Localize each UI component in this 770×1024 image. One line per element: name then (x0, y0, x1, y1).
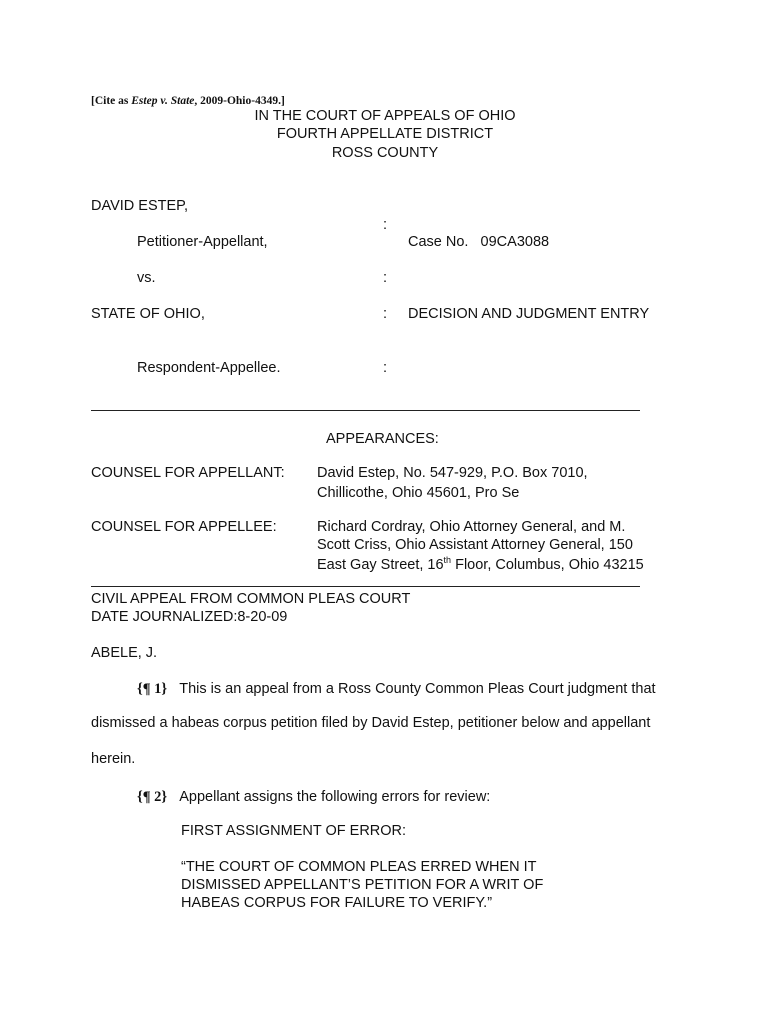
appellant-counsel-label: COUNSEL FOR APPELLANT: (91, 465, 285, 481)
appellate-district: FOURTH APPELLATE DISTRICT (276, 126, 494, 142)
paragraph-1-text: This is an appeal from a Ross County Common Pleas Court judgment that (179, 681, 656, 697)
appellee-counsel-line3 (317, 555, 644, 573)
date-journalized: DATE JOURNALIZED:8-20-09 (91, 609, 288, 625)
paragraph-2-mark: {¶ 2} (137, 789, 168, 805)
appellee-counsel-line1: Richard Cordray, Ohio Attorney General, and M. (317, 519, 626, 535)
judge-name: ABELE, J. (91, 645, 158, 661)
appellee-counsel-label: COUNSEL FOR APPELLEE: (91, 519, 277, 535)
paragraph-1-line3: herein. (91, 751, 136, 767)
county: ROSS COUNTY (331, 145, 439, 161)
citation-suffix: , 2009-Ohio-4349.] (194, 95, 285, 107)
citation-case-name: Estep v. State (131, 95, 195, 107)
ordinal-suffix: th (443, 555, 452, 565)
caption-colon-3: : (383, 306, 388, 322)
appellee-counsel-line2: Scott Criss, Ohio Assistant Attorney General, 150 (317, 537, 633, 553)
assignment-heading: FIRST ASSIGNMENT OF ERROR: (181, 823, 407, 839)
court-name: IN THE COURT OF APPEALS OF OHIO (254, 108, 516, 124)
petitioner-name: DAVID ESTEP, (91, 198, 188, 214)
citation (91, 95, 285, 107)
versus: vs. (137, 270, 156, 286)
paragraph-1-line2: dismissed a habeas corpus petition filed by David Estep, petitioner below and appellant (91, 715, 651, 731)
citation-prefix: [Cite as (91, 95, 132, 107)
divider-top (91, 410, 640, 411)
case-number: 09CA3088 (480, 234, 550, 250)
petitioner-role: Petitioner-Appellant, (137, 234, 268, 250)
appellee-line3-end: Floor, Columbus, Ohio 43215 (451, 556, 644, 573)
assignment-line2: DISMISSED APPELLANT’S PETITION FOR A WRIT OF (181, 877, 544, 893)
respondent-name: STATE OF OHIO, (91, 306, 205, 322)
appearances-heading: APPEARANCES: (326, 431, 439, 447)
paragraph-1-mark: {¶ 1} (137, 681, 168, 697)
caption-colon-4: : (383, 360, 388, 376)
assignment-line1: “THE COURT OF COMMON PLEAS ERRED WHEN IT (181, 859, 537, 875)
appeal-type: CIVIL APPEAL FROM COMMON PLEAS COURT (91, 591, 411, 607)
caption-colon-1: : (383, 217, 388, 233)
appellant-counsel-line1: David Estep, No. 547-929, P.O. Box 7010, (317, 465, 588, 481)
appellee-line3-start: East Gay Street, 16 (317, 556, 444, 573)
respondent-role: Respondent-Appellee. (137, 360, 281, 376)
assignment-line3: HABEAS CORPUS FOR FAILURE TO VERIFY.” (181, 895, 493, 911)
paragraph-2-line1 (137, 789, 490, 806)
appellant-counsel-line2: Chillicothe, Ohio 45601, Pro Se (317, 485, 520, 501)
entry-title: DECISION AND JUDGMENT ENTRY (408, 306, 650, 322)
case-number-label: Case No. (408, 234, 469, 250)
divider-bottom (91, 586, 640, 587)
caption-colon-2: : (383, 270, 388, 286)
paragraph-2-text: Appellant assigns the following errors for review: (179, 789, 491, 805)
case-number-block (408, 234, 549, 250)
paragraph-1-line1 (137, 681, 656, 698)
